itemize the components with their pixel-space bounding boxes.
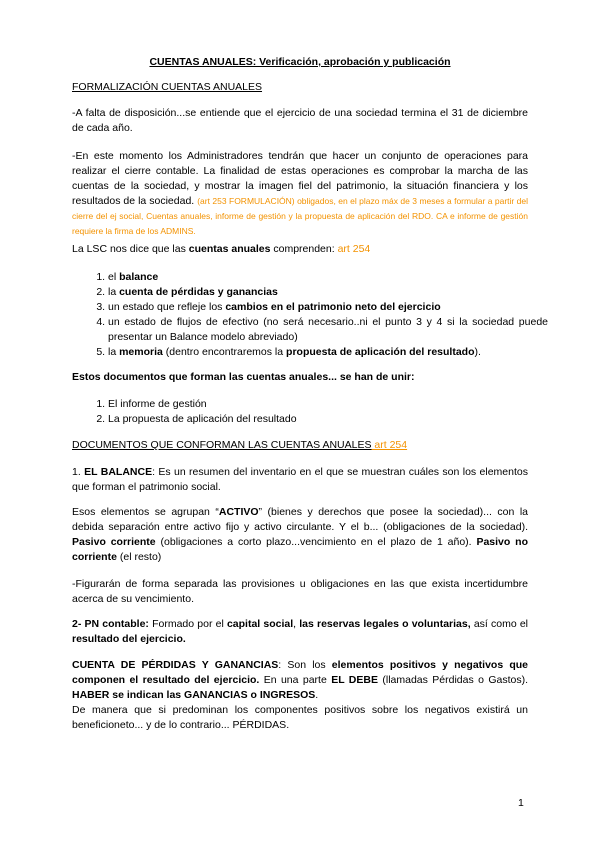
annotation-art-253: (art 253 FORMULACIÓN) obligados, en el plazo máx de 3 meses a formular a partir del cierre del ej social, Cuentas anuales, informe de gestión y la propuesta de aplicación del RDO. CA e informe de gestión requiere la firma de los ADMINS.: [72, 196, 529, 236]
paragraph-ejercicio: -A falta de disposición...se entiende que el ejercicio de una sociedad termina el 31 de diciembre de cada año.: [72, 107, 528, 134]
section-heading-formalizacion: FORMALIZACIÓN CUENTAS ANUALES: [72, 81, 263, 93]
article-reference: art 254: [337, 243, 371, 255]
paragraph-perdidas-ganancias: CUENTA DE PÉRDIDAS Y GANANCIAS: Son los elementos positivos y negativos que componen el resultado del ejercicio. En una parte EL DEBE (llamadas Pérdidas o Gastos). HABER se indican las GANANCIAS o INGRESOS.: [72, 659, 528, 701]
paragraph-provisiones: -Figurarán de forma separada las provisiones u obligaciones en las que exista incertidumbre acerca de su vencimiento.: [72, 578, 528, 605]
bold-text: cuentas anuales: [188, 243, 271, 255]
paragraph-pn-contable: 2- PN contable: Formado por el capital social, las reservas legales o voluntarias, así como el resultado del ejercicio.: [72, 618, 528, 645]
paragraph-documentos-unir: Estos documentos que forman las cuentas anuales... se han de unir:: [72, 371, 415, 383]
paragraph-text: -En este momento los Administradores tendrán que hacer un conjunto de operaciones para realizar el cierre contable. La finalidad de estas operaciones es comprobar la marcha de las cuentas de la sociedad, y mostrar la imagen fiel del patrimonio, la situación financiera y los resultados de la sociedad.: [72, 150, 528, 207]
list-cuentas-anuales: [88, 270, 548, 360]
list-documentos-unir: [88, 397, 548, 427]
paragraph-activo-pasivo: Esos elementos se agrupan “ACTIVO” (bienes y derechos que posee la sociedad)... con la debida separación entre activo fijo y activo circulante. Y el b... (obligaciones de la sociedad). Pasivo corriente (obligaciones a corto plazo...vencimiento en el plazo de 1 año). Pasivo no corriente (el resto): [72, 506, 528, 563]
heading-text: DOCUMENTOS QUE CONFORMAN LAS CUENTAS ANUALES: [72, 439, 372, 451]
list-item: 1. El informe de gestión: [108, 397, 548, 412]
paragraph-balance: 1. EL BALANCE: Es un resumen del inventario en el que se muestran cuáles son los elementos que forman el patrimonio social.: [72, 466, 528, 493]
list-item: 4. un estado de flujos de efectivo (no será necesario..ni el punto 3 y 4 si la sociedad puede presentar un Balance modelo abreviado): [108, 315, 548, 345]
list-item: 1. el balance: [108, 270, 548, 285]
section-heading-documentos: [72, 438, 528, 453]
paragraph-lsc: [72, 242, 528, 257]
text: La LSC nos dice que las: [72, 243, 189, 255]
text: comprenden:: [270, 243, 338, 255]
paragraph-cierre-contable: [72, 149, 528, 239]
list-item: 2. la cuenta de pérdidas y ganancias: [108, 285, 548, 300]
list-item: 3. un estado que refleje los cambios en el patrimonio neto del ejercicio: [108, 300, 548, 315]
list-item: 2. La propuesta de aplicación del resultado: [108, 412, 548, 427]
page-number: 1: [518, 797, 524, 809]
page-title: CUENTAS ANUALES: Verificación, aprobación y publicación: [149, 56, 451, 68]
list-item: 5. la memoria (dentro encontraremos la propuesta de aplicación del resultado).: [108, 345, 548, 360]
paragraph-beneficio: De manera que si predominan los componentes positivos sobre los negativos existirá un beneficioneto... y de lo contrario... PÉRDIDAS.: [72, 704, 528, 731]
article-reference: art 254: [371, 439, 408, 451]
